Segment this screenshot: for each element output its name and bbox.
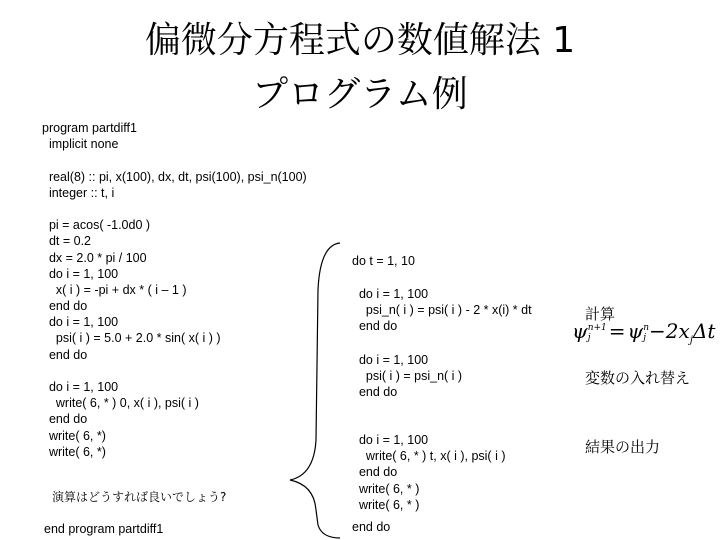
code-line: do i = 1, 100	[42, 380, 119, 394]
formula-rhs-sub: j	[643, 332, 647, 343]
code-line: x( i ) = -pi + dx * ( i – 1 )	[42, 282, 187, 297]
code-line: dx = 2.0 * pi / 100	[42, 250, 147, 265]
code-line: write( 6, *)	[42, 428, 106, 443]
curly-brace-icon	[290, 243, 340, 538]
code-line: psi_n( i ) = psi( i ) - 2 * x(i) * dt	[352, 303, 532, 318]
code-line: psi( i ) = 5.0 + 2.0 * sin( x( i ) )	[42, 331, 221, 346]
loop-end-line: end do	[352, 520, 391, 534]
code-line: write( 6, * )	[352, 497, 420, 512]
formula-eq: =	[608, 319, 626, 343]
output-label: 結果の出力	[585, 438, 661, 456]
formula-rhs-sup: n	[643, 322, 650, 333]
slide-title-line1: 偏微分方程式の数値解法 1	[144, 20, 576, 61]
loop-start-line: do t = 1, 10	[352, 254, 415, 268]
code-line: write( 6, * ) 0, x( i ), psi( i )	[42, 396, 199, 411]
formula-rhs: ψ	[627, 319, 644, 343]
code-line: do i = 1, 100	[42, 315, 119, 330]
code-line: end do	[42, 412, 88, 427]
code-line: end do	[42, 347, 88, 362]
formula-tail: −2x	[649, 319, 690, 343]
code-line: end do	[352, 465, 398, 480]
code-line: pi = acos( -1.0d0 )	[42, 218, 151, 233]
code-line: dt = 0.2	[42, 234, 91, 249]
slide-title-line2: プログラム例	[252, 74, 468, 115]
formula-lhs: ψ	[572, 319, 588, 343]
code-line: do i = 1, 100	[352, 287, 429, 301]
end-program-line: end program partdiff1	[44, 522, 164, 536]
code-line: implicit none	[42, 137, 119, 152]
code-line: end do	[42, 299, 88, 314]
formula-tail-sub: j	[689, 335, 693, 346]
code-line: write( 6, * )	[352, 481, 420, 496]
code-line: real(8) :: pi, x(100), dx, dt, psi(100), psi_n(100)	[42, 169, 307, 184]
code-line: write( 6, *)	[42, 444, 106, 459]
compute-label: 計算	[585, 305, 616, 323]
code-line: do i = 1, 100	[352, 433, 429, 447]
code-line: write( 6, * ) t, x( i ), psi( i )	[352, 449, 506, 464]
code-line: do i = 1, 100	[352, 353, 429, 367]
code-line: do i = 1, 100	[42, 266, 119, 281]
code-line: end do	[352, 319, 398, 334]
code-line: integer :: t, i	[42, 185, 115, 200]
formula-lhs-sub: j	[587, 332, 591, 343]
formula-lhs-sup: n+1	[587, 322, 607, 333]
code-line: psi( i ) = psi_n( i )	[352, 369, 463, 384]
formula-delta: Δt	[692, 319, 716, 343]
code-line: end do	[352, 385, 398, 400]
question-text: 演算はどうすれば良いでしょう?	[52, 490, 227, 504]
code-line: program partdiff1	[42, 121, 137, 135]
swap-label: 変数の入れ替え	[585, 369, 691, 387]
